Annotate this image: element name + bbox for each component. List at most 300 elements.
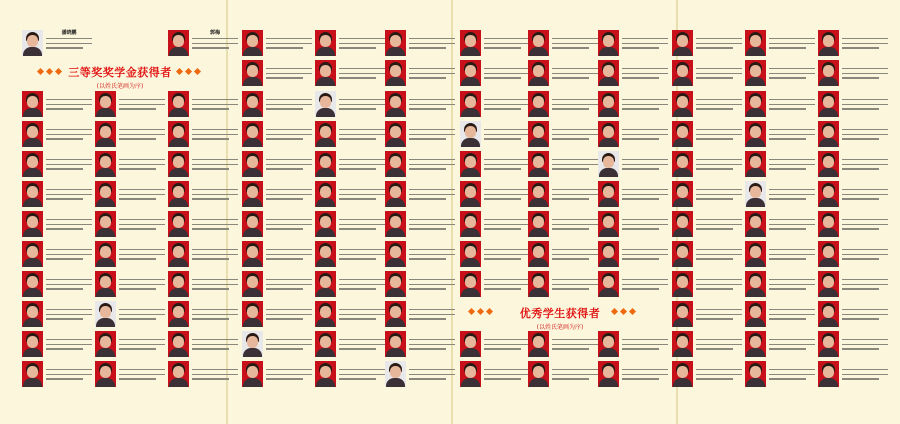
student-details — [266, 279, 312, 293]
student-photo — [315, 361, 336, 387]
student-photo — [528, 241, 549, 267]
student-card — [460, 331, 530, 360]
student-card — [745, 331, 815, 360]
student-photo — [168, 181, 189, 207]
student-details — [339, 369, 385, 383]
student-photo — [745, 361, 766, 387]
student-details — [339, 129, 385, 143]
student-photo — [818, 361, 839, 387]
student-details — [552, 68, 598, 82]
student-details — [46, 369, 92, 383]
student-details — [552, 219, 598, 233]
student-details — [696, 339, 742, 353]
student-photo — [672, 121, 693, 147]
student-details — [409, 38, 455, 52]
student-details — [622, 159, 668, 173]
student-card — [385, 181, 455, 210]
student-photo — [745, 301, 766, 327]
student-details — [409, 279, 455, 293]
student-card — [818, 151, 888, 180]
student-photo — [460, 271, 481, 297]
student-card — [168, 181, 238, 210]
student-card — [242, 271, 312, 300]
student-card — [22, 121, 92, 150]
student-card — [818, 121, 888, 150]
student-card — [818, 241, 888, 270]
student-photo — [95, 331, 116, 357]
student-details — [842, 99, 888, 113]
student-photo — [818, 60, 839, 86]
student-photo — [385, 30, 406, 56]
student-card — [672, 331, 742, 360]
student-photo — [598, 91, 619, 117]
student-card — [745, 151, 815, 180]
student-details — [622, 339, 668, 353]
student-details — [119, 339, 165, 353]
student-details — [484, 249, 530, 263]
student-photo — [22, 241, 43, 267]
student-photo — [818, 91, 839, 117]
student-photo — [385, 361, 406, 387]
student-card — [22, 241, 92, 270]
student-details — [769, 219, 815, 233]
student-card — [242, 181, 312, 210]
student-details — [842, 159, 888, 173]
student-details — [552, 99, 598, 113]
student-details — [339, 38, 385, 52]
student-details — [696, 309, 742, 323]
student-card — [242, 361, 312, 390]
student-card — [598, 151, 668, 180]
student-card — [818, 211, 888, 240]
student-photo — [745, 331, 766, 357]
student-photo — [598, 121, 619, 147]
student-photo — [242, 241, 263, 267]
student-details — [696, 68, 742, 82]
student-details — [46, 309, 92, 323]
student-card — [745, 211, 815, 240]
student-photo — [745, 181, 766, 207]
student-card — [315, 121, 385, 150]
student-photo — [745, 241, 766, 267]
student-card — [385, 271, 455, 300]
student-photo — [672, 181, 693, 207]
student-card — [528, 60, 598, 89]
student-details — [119, 219, 165, 233]
student-details — [119, 159, 165, 173]
student-details — [192, 309, 238, 323]
student-details — [409, 189, 455, 203]
student-card — [460, 361, 530, 390]
student-card — [745, 241, 815, 270]
student-details — [696, 219, 742, 233]
student-card — [315, 301, 385, 330]
student-photo — [460, 331, 481, 357]
student-photo — [460, 151, 481, 177]
student-photo — [745, 121, 766, 147]
student-photo — [672, 211, 693, 237]
student-photo — [95, 271, 116, 297]
student-details — [46, 159, 92, 173]
student-card — [95, 301, 165, 330]
student-card — [315, 331, 385, 360]
student-card — [95, 151, 165, 180]
student-card — [22, 271, 92, 300]
student-card — [385, 151, 455, 180]
student-details — [552, 129, 598, 143]
student-card — [242, 30, 312, 59]
student-photo — [528, 151, 549, 177]
student-details — [339, 159, 385, 173]
student-card — [22, 211, 92, 240]
student-photo — [315, 271, 336, 297]
student-photo — [315, 181, 336, 207]
student-card — [315, 211, 385, 240]
student-details — [46, 339, 92, 353]
student-photo — [242, 271, 263, 297]
student-photo — [242, 181, 263, 207]
student-photo — [315, 331, 336, 357]
student-card — [95, 271, 165, 300]
student-card — [598, 331, 668, 360]
student-photo — [315, 121, 336, 147]
student-photo — [168, 331, 189, 357]
student-details — [484, 339, 530, 353]
student-card — [598, 361, 668, 390]
student-details — [484, 279, 530, 293]
student-photo — [818, 121, 839, 147]
student-card — [745, 91, 815, 120]
student-photo — [672, 331, 693, 357]
student-details — [769, 309, 815, 323]
student-card — [315, 30, 385, 59]
scholarship-title: 三等奖奖学金获得者 — [68, 66, 172, 79]
student-card — [242, 151, 312, 180]
student-card — [168, 361, 238, 390]
student-card — [460, 121, 530, 150]
student-photo — [818, 241, 839, 267]
student-card — [528, 91, 598, 120]
student-details — [484, 38, 530, 52]
student-details — [119, 279, 165, 293]
student-details — [409, 68, 455, 82]
student-photo — [22, 211, 43, 237]
student-card — [460, 91, 530, 120]
student-card — [168, 121, 238, 150]
student-photo — [460, 91, 481, 117]
student-photo — [528, 331, 549, 357]
student-card — [528, 30, 598, 59]
student-photo — [168, 151, 189, 177]
student-photo — [672, 241, 693, 267]
student-photo — [315, 151, 336, 177]
student-details — [769, 38, 815, 52]
student-details — [842, 309, 888, 323]
student-details — [409, 129, 455, 143]
student-details — [192, 189, 238, 203]
student-card — [672, 151, 742, 180]
student-card — [672, 60, 742, 89]
student-photo — [385, 181, 406, 207]
student-details — [484, 219, 530, 233]
student-details — [339, 339, 385, 353]
student-details — [192, 219, 238, 233]
student-details — [552, 339, 598, 353]
student-card — [168, 151, 238, 180]
student-details — [696, 369, 742, 383]
student-card — [528, 181, 598, 210]
student-photo — [315, 211, 336, 237]
student-card — [598, 271, 668, 300]
student-name: 郭梅 — [209, 30, 220, 36]
student-photo — [242, 331, 263, 357]
student-card — [598, 211, 668, 240]
student-photo — [315, 91, 336, 117]
student-photo — [528, 91, 549, 117]
student-details — [552, 159, 598, 173]
student-details — [552, 279, 598, 293]
student-photo — [460, 211, 481, 237]
student-photo — [385, 241, 406, 267]
student-card — [95, 121, 165, 150]
student-card — [385, 331, 455, 360]
student-card — [598, 241, 668, 270]
student-photo — [168, 241, 189, 267]
student-details — [484, 129, 530, 143]
student-details — [119, 129, 165, 143]
student-details — [696, 129, 742, 143]
student-photo — [460, 361, 481, 387]
student-card — [460, 211, 530, 240]
student-photo — [598, 30, 619, 56]
student-photo — [460, 121, 481, 147]
student-photo — [672, 361, 693, 387]
student-card — [385, 30, 455, 59]
student-card — [385, 60, 455, 89]
student-card — [818, 60, 888, 89]
student-photo — [672, 60, 693, 86]
student-card — [818, 271, 888, 300]
student-details — [339, 309, 385, 323]
student-details — [696, 249, 742, 263]
student-card — [745, 361, 815, 390]
student-card — [168, 30, 238, 59]
student-photo — [168, 30, 189, 56]
student-card — [22, 151, 92, 180]
student-name: 潘晓鹏 — [61, 30, 77, 36]
student-card — [385, 361, 455, 390]
student-photo — [95, 91, 116, 117]
student-details — [484, 189, 530, 203]
student-card — [95, 91, 165, 120]
student-photo — [818, 271, 839, 297]
student-card — [168, 301, 238, 330]
student-details — [842, 68, 888, 82]
student-details — [769, 369, 815, 383]
student-card — [598, 91, 668, 120]
student-photo — [460, 60, 481, 86]
student-photo — [385, 211, 406, 237]
student-photo — [95, 301, 116, 327]
student-card — [818, 30, 888, 59]
student-photo — [385, 331, 406, 357]
student-card — [95, 331, 165, 360]
student-details — [266, 249, 312, 263]
student-details — [842, 279, 888, 293]
student-details — [622, 219, 668, 233]
student-details — [339, 68, 385, 82]
student-details — [266, 189, 312, 203]
student-photo — [745, 271, 766, 297]
student-photo — [95, 181, 116, 207]
student-card — [460, 60, 530, 89]
student-details — [339, 189, 385, 203]
student-details — [842, 369, 888, 383]
student-details — [622, 68, 668, 82]
student-details — [266, 38, 312, 52]
student-card — [672, 211, 742, 240]
student-card — [528, 211, 598, 240]
student-photo — [672, 151, 693, 177]
student-photo — [168, 271, 189, 297]
student-card — [528, 151, 598, 180]
student-photo — [242, 60, 263, 86]
student-details — [409, 159, 455, 173]
student-card — [460, 181, 530, 210]
student-details — [696, 99, 742, 113]
student-card — [528, 121, 598, 150]
student-details — [696, 189, 742, 203]
student-card — [168, 331, 238, 360]
student-card — [598, 181, 668, 210]
student-details — [622, 129, 668, 143]
student-photo — [818, 30, 839, 56]
student-photo — [598, 361, 619, 387]
scholarship-order-note: (以姓氏笔画为序) — [96, 83, 144, 90]
student-card — [385, 91, 455, 120]
student-details — [266, 339, 312, 353]
student-details — [266, 68, 312, 82]
student-photo — [95, 151, 116, 177]
student-photo — [242, 361, 263, 387]
student-photo — [745, 30, 766, 56]
student-card — [818, 361, 888, 390]
student-details — [339, 219, 385, 233]
student-card — [672, 241, 742, 270]
student-photo — [460, 241, 481, 267]
student-details — [842, 189, 888, 203]
student-card — [598, 30, 668, 59]
student-card — [528, 331, 598, 360]
student-photo — [315, 60, 336, 86]
student-photo — [460, 30, 481, 56]
student-photo — [672, 301, 693, 327]
student-details — [769, 189, 815, 203]
student-photo — [22, 271, 43, 297]
student-card — [242, 241, 312, 270]
student-details — [192, 129, 238, 143]
student-photo — [22, 30, 43, 56]
student-card — [22, 331, 92, 360]
student-details — [339, 279, 385, 293]
student-details — [409, 339, 455, 353]
student-details — [622, 38, 668, 52]
student-details — [46, 38, 92, 52]
student-details — [622, 249, 668, 263]
student-card — [95, 181, 165, 210]
student-card — [242, 301, 312, 330]
student-card — [22, 181, 92, 210]
student-photo — [385, 60, 406, 86]
student-card — [242, 60, 312, 89]
student-details — [119, 249, 165, 263]
student-photo — [528, 30, 549, 56]
student-photo — [528, 60, 549, 86]
student-photo — [95, 361, 116, 387]
student-details — [552, 249, 598, 263]
student-card — [168, 91, 238, 120]
student-details — [266, 159, 312, 173]
student-photo — [22, 121, 43, 147]
student-card — [672, 91, 742, 120]
student-card — [315, 151, 385, 180]
student-details — [46, 129, 92, 143]
student-details — [409, 249, 455, 263]
student-photo — [672, 30, 693, 56]
student-photo — [385, 151, 406, 177]
student-photo — [818, 151, 839, 177]
student-photo — [315, 301, 336, 327]
student-card — [745, 30, 815, 59]
student-card — [818, 181, 888, 210]
student-photo — [22, 181, 43, 207]
student-details — [696, 159, 742, 173]
student-photo — [528, 211, 549, 237]
student-photo — [22, 331, 43, 357]
student-photo — [95, 121, 116, 147]
student-photo — [598, 331, 619, 357]
student-details — [484, 369, 530, 383]
student-photo — [242, 301, 263, 327]
student-photo — [315, 30, 336, 56]
student-details — [622, 99, 668, 113]
student-photo — [242, 30, 263, 56]
student-card — [22, 361, 92, 390]
student-photo — [818, 331, 839, 357]
student-card — [315, 241, 385, 270]
student-card — [672, 30, 742, 59]
student-photo — [242, 211, 263, 237]
student-photo — [672, 91, 693, 117]
student-details — [842, 339, 888, 353]
student-details — [842, 219, 888, 233]
student-photo — [818, 211, 839, 237]
student-details — [409, 309, 455, 323]
student-details — [769, 339, 815, 353]
student-details — [192, 249, 238, 263]
student-photo — [745, 151, 766, 177]
student-photo — [95, 211, 116, 237]
student-details — [339, 99, 385, 113]
student-photo — [598, 241, 619, 267]
student-card — [460, 151, 530, 180]
student-details — [696, 38, 742, 52]
student-card — [598, 121, 668, 150]
student-details — [46, 99, 92, 113]
student-details — [119, 99, 165, 113]
student-details — [622, 369, 668, 383]
student-photo — [598, 211, 619, 237]
